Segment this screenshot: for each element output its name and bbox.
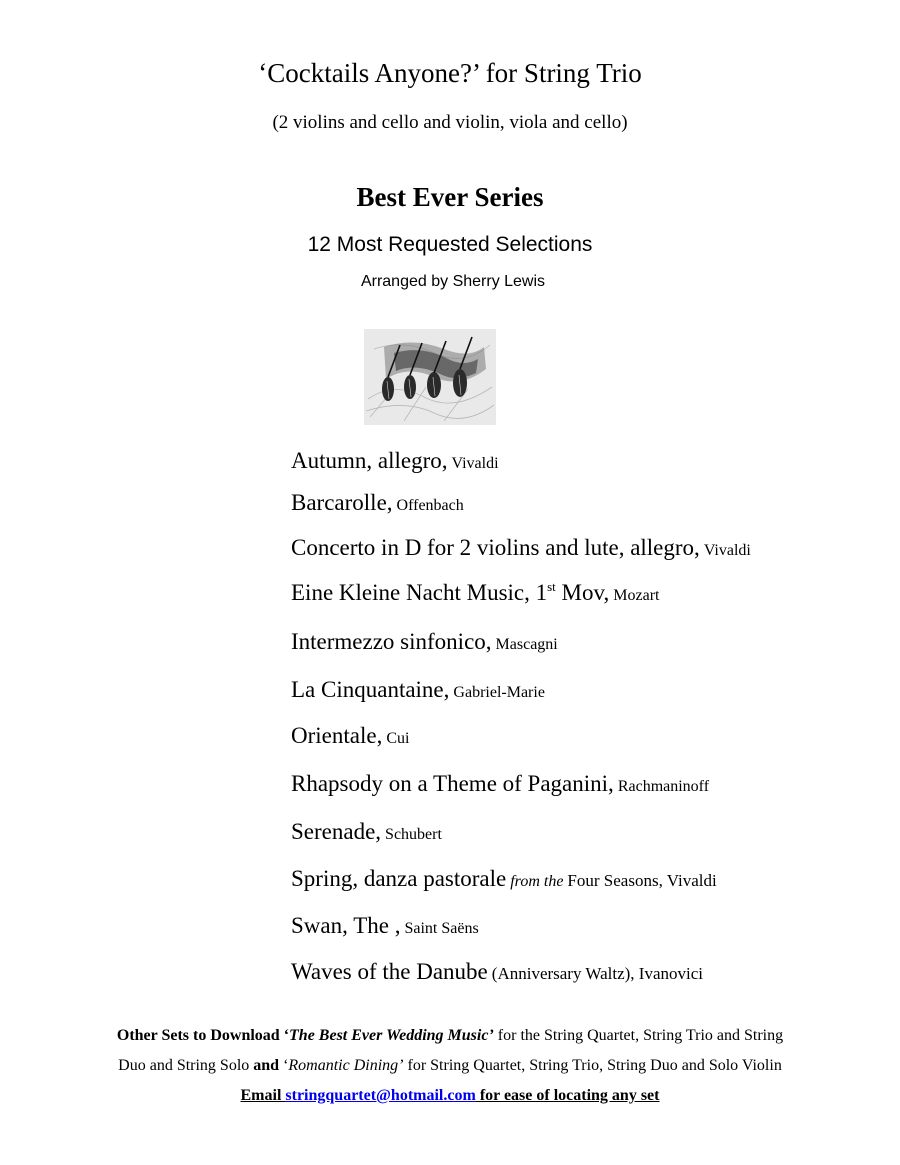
list-item: Swan, The , Saint Saëns bbox=[291, 913, 479, 938]
list-item: Rhapsody on a Theme of Paganini, Rachmaninoff bbox=[291, 771, 710, 796]
series-heading: Best Ever Series bbox=[356, 182, 544, 212]
email-link[interactable]: stringquartet@hotmail.com bbox=[285, 1087, 476, 1104]
instrumentation-subtitle: (2 violins and cello and violin, viola and cello) bbox=[272, 112, 628, 133]
list-item: La Cinquantaine, Gabriel-Marie bbox=[291, 677, 545, 702]
list-item: Intermezzo sinfonico, Mascagni bbox=[291, 629, 558, 654]
string-instruments-illustration bbox=[364, 329, 496, 425]
arranger-credit: Arranged by Sherry Lewis bbox=[360, 273, 546, 290]
list-item: Waves of the Danube (Anniversary Waltz), Ivanovici bbox=[291, 959, 703, 984]
list-item: Barcarolle, Offenbach bbox=[291, 490, 464, 515]
selections-count: 12 Most Requested Selections bbox=[307, 233, 593, 256]
other-sets-line-1: Other Sets to Download ‘The Best Ever Wedding Music’ for the String Quartet, String Trio and String bbox=[116, 1027, 784, 1044]
list-item: Concerto in D for 2 violins and lute, allegro, Vivaldi bbox=[291, 535, 751, 560]
other-sets-line-2: Duo and String Solo and ‘Romantic Dining’ for String Quartet, String Trio, String Duo and Solo Violin bbox=[118, 1057, 782, 1074]
page-title: ‘Cocktails Anyone?’ for String Trio bbox=[258, 58, 642, 88]
list-item: Eine Kleine Nacht Music, 1st Mov, Mozart bbox=[291, 579, 660, 605]
list-item: Serenade, Schubert bbox=[291, 819, 442, 844]
list-item: Orientale, Cui bbox=[291, 723, 410, 748]
list-item: Autumn, allegro, Vivaldi bbox=[291, 448, 499, 473]
list-item: Spring, danza pastorale from the Four Seasons, Vivaldi bbox=[291, 866, 717, 891]
contact-email-line: Email stringquartet@hotmail.com for ease of locating any set bbox=[240, 1087, 660, 1104]
